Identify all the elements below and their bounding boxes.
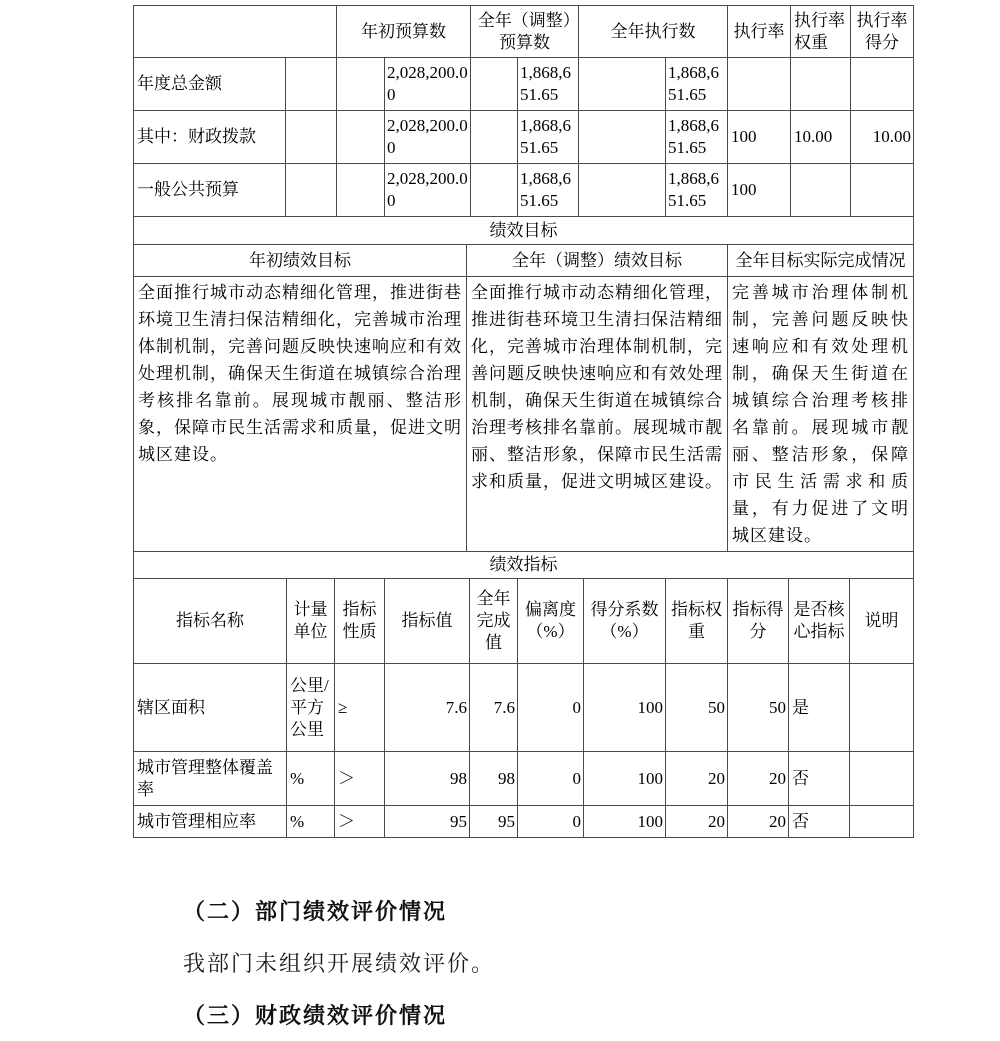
budget-initial-value: 2,028,200.00 — [385, 111, 471, 164]
empty-cell — [579, 164, 666, 217]
budget-rate-weight-value — [791, 58, 851, 111]
goals-header-actual: 全年目标实际完成情况 — [728, 245, 914, 277]
indicator-deviation: 0 — [518, 752, 584, 806]
indicator-header-score: 指标得分 — [728, 579, 789, 664]
goals-content-row — [134, 277, 914, 552]
indicator-nature: ＞ — [335, 806, 385, 838]
budget-header-rate: 执行率 — [728, 6, 791, 58]
indicator-nature: ≥ — [335, 664, 385, 752]
budget-initial-value: 2,028,200.00 — [385, 164, 471, 217]
indicators-header-row — [134, 579, 914, 664]
budget-rate-score-value: 10.00 — [851, 111, 914, 164]
empty-cell — [471, 164, 518, 217]
indicator-note — [850, 752, 914, 806]
indicator-name: 城市管理整体覆盖率 — [134, 752, 287, 806]
indicator-header-target: 指标值 — [385, 579, 470, 664]
empty-cell — [471, 58, 518, 111]
indicator-completed: 95 — [470, 806, 518, 838]
budget-adjusted-value: 1,868,651.65 — [518, 58, 579, 111]
empty-cell — [286, 58, 337, 111]
indicator-nature: ＞ — [335, 752, 385, 806]
indicator-header-unit: 计量单位 — [287, 579, 335, 664]
budget-executed-value: 1,868,651.65 — [666, 164, 728, 217]
indicator-core: 是 — [789, 664, 850, 752]
section-heading-3: （三）财政绩效评价情况 — [183, 1003, 448, 1028]
indicator-score: 20 — [728, 806, 789, 838]
budget-row-public — [134, 164, 914, 217]
budget-rate-value: 100 — [728, 111, 791, 164]
indicator-header-nature: 指标性质 — [335, 579, 385, 664]
indicator-header-coefficient: 得分系数（%） — [584, 579, 666, 664]
indicator-header-weight: 指标权重 — [666, 579, 728, 664]
indicator-deviation: 0 — [518, 664, 584, 752]
indicator-unit: 公里/平方公里 — [287, 664, 335, 752]
empty-cell — [286, 164, 337, 217]
indicator-target: 7.6 — [385, 664, 470, 752]
goals-section-title-row — [134, 217, 914, 245]
budget-header-initial: 年初预算数 — [337, 6, 471, 58]
budget-table — [133, 5, 914, 217]
indicator-note — [850, 664, 914, 752]
goals-adjusted-text: 全面推行城市动态精细化管理，推进街巷环境卫生清扫保洁精细化，完善城市治理体制机制，完善问题反映快速响应和有效处理机制，确保天生街道在城镇综合治理考核排名靠前。展现城市靓丽、整洁形象，保障市民生活需求和质量，促进文明城区建设。 — [467, 277, 728, 552]
budget-rate-weight-value: 10.00 — [791, 111, 851, 164]
indicator-score: 50 — [728, 664, 789, 752]
budget-initial-value: 2,028,200.00 — [385, 58, 471, 111]
report-footer-text — [183, 900, 495, 1041]
goals-section-title: 绩效目标 — [134, 217, 914, 245]
budget-row-fiscal — [134, 111, 914, 164]
indicator-name: 城市管理相应率 — [134, 806, 287, 838]
indicator-header-name: 指标名称 — [134, 579, 287, 664]
empty-cell — [579, 111, 666, 164]
indicator-target: 98 — [385, 752, 470, 806]
indicator-score: 20 — [728, 752, 789, 806]
indicator-header-note: 说明 — [850, 579, 914, 664]
indicator-core: 否 — [789, 752, 850, 806]
indicator-core: 否 — [789, 806, 850, 838]
empty-cell — [471, 111, 518, 164]
indicators-section-title: 绩效指标 — [134, 552, 914, 579]
indicator-row — [134, 806, 914, 838]
indicator-coefficient: 100 — [584, 664, 666, 752]
indicators-section-title-row — [134, 552, 914, 579]
budget-rate-score-value — [851, 58, 914, 111]
indicators-table — [133, 551, 914, 838]
indicator-target: 95 — [385, 806, 470, 838]
budget-header-adjusted: 全年（调整）预算数 — [471, 6, 579, 58]
indicator-header-deviation: 偏离度（%） — [518, 579, 584, 664]
indicator-unit: % — [287, 806, 335, 838]
budget-rate-score-value — [851, 164, 914, 217]
indicator-header-core: 是否核心指标 — [789, 579, 850, 664]
indicator-completed: 98 — [470, 752, 518, 806]
budget-header-rate-weight: 执行率权重 — [791, 6, 851, 58]
budget-header-row — [134, 6, 914, 58]
empty-cell — [337, 111, 385, 164]
indicator-weight: 20 — [666, 806, 728, 838]
goals-actual-text: 完善城市治理体制机制，完善问题反映快速响应和有效处理机制，确保天生街道在城镇综合治理考核排名靠前。展现城市靓丽、整洁形象，保障市民生活需求和质量，有力促进了文明城区建设。 — [728, 277, 914, 552]
indicator-coefficient: 100 — [584, 806, 666, 838]
empty-cell — [579, 58, 666, 111]
budget-row-label: 年度总金额 — [134, 58, 286, 111]
indicator-deviation: 0 — [518, 806, 584, 838]
budget-header-executed: 全年执行数 — [579, 6, 728, 58]
indicator-weight: 50 — [666, 664, 728, 752]
indicator-header-completed: 全年完成值 — [470, 579, 518, 664]
budget-rate-value: 100 — [728, 164, 791, 217]
section-heading-2: （二）部门绩效评价情况 — [183, 899, 448, 924]
budget-header-corner — [134, 6, 337, 58]
goals-header-initial: 年初绩效目标 — [134, 245, 467, 277]
goals-header-adjusted: 全年（调整）绩效目标 — [467, 245, 728, 277]
budget-row-label: 其中：财政拨款 — [134, 111, 286, 164]
budget-header-rate-score: 执行率得分 — [851, 6, 914, 58]
indicator-row — [134, 752, 914, 806]
goals-table — [133, 216, 914, 552]
budget-adjusted-value: 1,868,651.65 — [518, 111, 579, 164]
section-body-2: 我部门未组织开展绩效评价。 — [183, 951, 496, 976]
report-tables — [133, 5, 913, 838]
indicator-row — [134, 664, 914, 752]
empty-cell — [286, 111, 337, 164]
indicator-coefficient: 100 — [584, 752, 666, 806]
indicator-note — [850, 806, 914, 838]
budget-adjusted-value: 1,868,651.65 — [518, 164, 579, 217]
indicator-name: 辖区面积 — [134, 664, 287, 752]
empty-cell — [337, 164, 385, 217]
indicator-unit: % — [287, 752, 335, 806]
budget-executed-value: 1,868,651.65 — [666, 58, 728, 111]
indicator-weight: 20 — [666, 752, 728, 806]
budget-rate-weight-value — [791, 164, 851, 217]
budget-row-label: 一般公共预算 — [134, 164, 286, 217]
goals-initial-text: 全面推行城市动态精细化管理，推进街巷环境卫生清扫保洁精细化，完善城市治理体制机制，完善问题反映快速响应和有效处理机制，确保天生街道在城镇综合治理考核排名靠前。展现城市靓丽、整洁形象，保障市民生活需求和质量，促进文明城区建设。 — [134, 277, 467, 552]
budget-row-total — [134, 58, 914, 111]
budget-executed-value: 1,868,651.65 — [666, 111, 728, 164]
indicator-completed: 7.6 — [470, 664, 518, 752]
goals-header-row — [134, 245, 914, 277]
budget-rate-value — [728, 58, 791, 111]
empty-cell — [337, 58, 385, 111]
